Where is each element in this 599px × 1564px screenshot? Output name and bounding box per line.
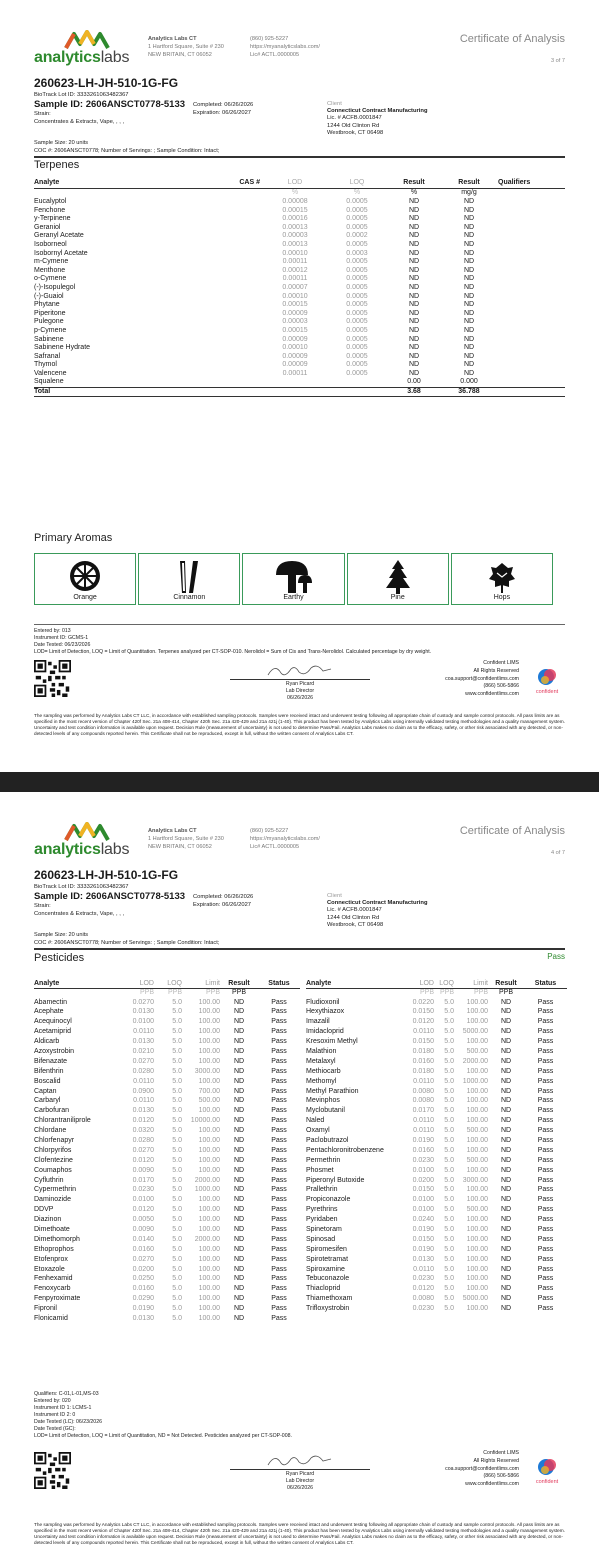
pesticides-status-badge: Pass	[547, 952, 565, 961]
batch-id: 260623-LH-JH-510-1G-FG	[34, 76, 179, 90]
footer-divider	[34, 624, 565, 625]
table-row: Dimethomorph 0.0140 5.0 2000.00 ND Pass	[34, 1235, 287, 1243]
table-row: Fenchone 0.00015 0.0005 ND ND	[34, 206, 475, 214]
table-row: Geranyl Acetate 0.00003 0.0002 ND ND	[34, 232, 475, 240]
table-row: o-Cymene 0.00011 0.0005 ND ND	[34, 275, 475, 283]
table-row: Imazalil 0.0120 5.0 100.00 ND Pass	[306, 1018, 554, 1026]
table-row: Cypermethrin 0.0230 5.0 1000.00 ND Pass	[34, 1186, 287, 1194]
table-row: Prallethrin 0.0150 5.0 100.00 ND Pass	[306, 1186, 554, 1194]
sample-id: Sample ID: 2606ANSCT0778-5133	[34, 99, 186, 110]
logo-mark-icon	[64, 30, 110, 50]
table-row: Tebuconazole 0.0230 5.0 100.00 ND Pass	[306, 1275, 554, 1283]
table-row: Coumaphos 0.0090 5.0 100.00 ND Pass	[34, 1166, 287, 1174]
table-row: Chlorantraniliprole 0.0120 5.0 10000.00 ND Pass	[34, 1117, 287, 1125]
table-row: Cyfluthrin 0.0170 5.0 2000.00 ND Pass	[34, 1176, 287, 1184]
table-row: Chlordane 0.0320 5.0 100.00 ND Pass	[34, 1127, 287, 1135]
confident-logo: confident	[531, 668, 563, 695]
table-row: Acetamiprid 0.0110 5.0 100.00 ND Pass	[34, 1028, 287, 1036]
aromas-title: Primary Aromas	[34, 532, 113, 544]
table-row: Bifenazate 0.0270 5.0 100.00 ND Pass	[34, 1057, 287, 1065]
terpenes-table	[34, 178, 565, 397]
confident-logo: confident	[531, 1458, 563, 1485]
table-row: Carbaryl 0.0110 5.0 500.00 ND Pass	[34, 1097, 287, 1105]
lab-address: Analytics Labs CT 1 Hartford Square, Suite # 230 NEW BRITAIN, CT 06052	[148, 36, 224, 59]
pesticides-footnotes: Qualifiers: C-01,L-01,MS-03 Entered by: 020 Instrument ID 1: LCMS-1 Instrument ID 2: 0 Date Tested (LC): 06/23/2026 Date Tested (GC): LOD= Limit of Detection, LOQ = Limit of Quantitation, ND = Not Detected. Pesticides analyzed per CT-SOP-008.	[34, 1391, 292, 1440]
coa-page-3	[0, 0, 599, 772]
table-row: Permethrin 0.0230 5.0 500.00 ND Pass	[306, 1156, 554, 1164]
dates: Completed: 06/26/2026 Expiration: 06/26/2027	[193, 102, 254, 117]
lab-contact: (860) 925-5227 https://myanalyticslabs.com/ Lic# ACTL.0000005	[250, 828, 320, 851]
table-row: Aldicarb 0.0130 5.0 100.00 ND Pass	[34, 1038, 287, 1046]
table-row: Abamectin 0.0270 5.0 100.00 ND Pass	[34, 998, 287, 1006]
table-row: Methiocarb 0.0180 5.0 100.00 ND Pass	[306, 1067, 554, 1075]
page-header	[34, 820, 565, 860]
aroma-earthy: Earthy	[242, 553, 344, 605]
table-row: Bifenthrin 0.0280 5.0 3000.00 ND Pass	[34, 1067, 287, 1075]
coa-page-4	[0, 792, 599, 1564]
logo-mark-icon	[64, 822, 110, 842]
terpenes-body	[34, 198, 565, 397]
table-row: Acephate 0.0130 5.0 100.00 ND Pass	[34, 1008, 287, 1016]
biotrack-id: BioTrack Lot ID: 3333261063482367	[34, 92, 129, 98]
orange-icon	[68, 559, 102, 593]
aroma-hops: Hops	[451, 553, 553, 605]
table-row: Piperonyl Butoxide 0.0200 5.0 3000.00 ND Pass	[306, 1176, 554, 1184]
page-number: 3 of 7	[551, 58, 565, 64]
table-row: (-)-Guaiol 0.00010 0.0005 ND ND	[34, 292, 475, 300]
table-row: Hexythiazox 0.0150 5.0 100.00 ND Pass	[306, 1008, 554, 1016]
disclaimer: The sampling was performed by Analytics Labs CT LLC, in accordance with established sampling protocols. Samples were received intact and underwent testing following all appropriate chain of custody and sample control protocols. All pass limits are as specified in the most recent version of Chapter 420f Sec. 21a 408-414, Chapter 420h Sec. 21a 420-429 and 21a 421j (1-40). This product has been tested by Analytics Labs using internally validated testing methodologies and a quality management system. Uncertainty and test condition information is available upon request. Decision Rule (measurement of uncertainty) is not used to determine Pass/Fail. Analytics Labs makes no claim as to the efficacy, safety, or other risk associated with any detected, or non-detected levels of any compounds reported herein. This Certificate shall not be reproduced, except in full, without the written consent of Analytics Labs CT.	[34, 1522, 565, 1546]
sample-size: Sample Size: 20 units COC #: 2606ANSCT0778; Number of Servings: ; Sample Condition: Intact;	[34, 932, 220, 946]
table-row: Chlorpyrifos 0.0270 5.0 100.00 ND Pass	[34, 1146, 287, 1154]
table-row: Pyridaben 0.0240 5.0 100.00 ND Pass	[306, 1216, 554, 1224]
table-row: Valencene 0.00011 0.0005 ND ND	[34, 369, 475, 377]
table-row: y-Terpinene 0.00016 0.0005 ND ND	[34, 215, 475, 223]
logo-text-sub: labs	[100, 49, 130, 66]
table-row: Safranal 0.00009 0.0005 ND ND	[34, 352, 475, 360]
pesticides-title: Pesticides	[34, 952, 85, 964]
hops-icon	[487, 559, 517, 595]
table-row: Ethoprophos 0.0160 5.0 100.00 ND Pass	[34, 1245, 287, 1253]
aroma-pine: Pine	[347, 553, 449, 605]
client-info: Client Connecticut Contract Manufacturing Lic. # ACFB.0001847 1244 Old Clinton Rd Westbrook, CT 06498	[327, 893, 428, 928]
table-row: Pentachloronitrobenzene 0.0160 5.0 100.00 ND Pass	[306, 1146, 554, 1154]
table-row: Spiroxamine 0.0110 5.0 100.00 ND Pass	[306, 1265, 554, 1273]
table-row: Fipronil 0.0190 5.0 100.00 ND Pass	[34, 1305, 287, 1313]
logo-text-sub: labs	[100, 841, 130, 858]
table-row: Azoxystrobin 0.0210 5.0 100.00 ND Pass	[34, 1047, 287, 1055]
client-info: Client Connecticut Contract Manufacturing Lic. # ACFB.0001847 1244 Old Clinton Rd Westbrook, CT 06498	[327, 101, 428, 136]
signature-icon	[265, 663, 335, 679]
table-row: m-Cymene 0.00011 0.0005 ND ND	[34, 258, 475, 266]
logo-text: analytics	[34, 49, 101, 66]
lab-contact: (860) 925-5227 https://myanalyticslabs.com/ Lic# ACTL.0000005	[250, 36, 320, 59]
table-row: Malathion 0.0180 5.0 500.00 ND Pass	[306, 1047, 554, 1055]
total-row: Total 3.68 36.788	[34, 387, 565, 396]
qr-code-icon[interactable]	[34, 1452, 71, 1489]
strain-info: Strain: Concentrates & Extracts, Vape, , , ,	[34, 111, 125, 125]
table-row: Trifloxystrobin 0.0230 5.0 100.00 ND Pass	[306, 1305, 554, 1313]
table-row: Fenpyroximate 0.0290 5.0 100.00 ND Pass	[34, 1295, 287, 1303]
table-row: Thiacloprid 0.0120 5.0 100.00 ND Pass	[306, 1285, 554, 1293]
table-row: Propiconazole 0.0100 5.0 100.00 ND Pass	[306, 1196, 554, 1204]
table-row: Carbofuran 0.0130 5.0 100.00 ND Pass	[34, 1107, 287, 1115]
terpenes-title: Terpenes	[34, 159, 80, 171]
table-row: Diazinon 0.0050 5.0 100.00 ND Pass	[34, 1216, 287, 1224]
table-row: Squalene 0.00 0.000	[34, 378, 478, 386]
table-row: Captan 0.0900 5.0 700.00 ND Pass	[34, 1087, 287, 1095]
table-row: Oxamyl 0.0110 5.0 500.00 ND Pass	[306, 1127, 554, 1135]
page-break	[0, 772, 599, 792]
table-row: Boscalid 0.0110 5.0 100.00 ND Pass	[34, 1077, 287, 1085]
sample-id: Sample ID: 2606ANSCT0778-5133	[34, 891, 186, 902]
table-row: Phytane 0.00015 0.0005 ND ND	[34, 301, 475, 309]
table-row: Isoborneol 0.00013 0.0005 ND ND	[34, 241, 475, 249]
table-row: Dimethoate 0.0090 5.0 100.00 ND Pass	[34, 1226, 287, 1234]
terpenes-footnotes: Entered by: 013 Instrument ID: GCMS-1 Date Tested: 06/23/2026 LOD= Limit of Detection, LOQ = Limit of Quantitation. Terpenes analyzed per CT-SOP-010. Nerolidol = Sum of Cis and Trans-Nerolidol. Calculated percentage by dry weight.	[34, 628, 432, 656]
table-row: Flonicamid 0.0130 5.0 100.00 ND Pass	[34, 1315, 287, 1323]
aroma-orange: Orange	[34, 553, 136, 605]
confident-logo-icon	[537, 668, 557, 686]
signature-icon	[265, 1453, 335, 1469]
strain-info: Strain: Concentrates & Extracts, Vape, , , ,	[34, 903, 125, 917]
table-row: Daminozide 0.0100 5.0 100.00 ND Pass	[34, 1196, 287, 1204]
terpenes-header-row: Analyte CAS # LOD LOQ Result Result Qualifiers	[34, 178, 565, 188]
pesticides-table-right: Analyte LOD LOQ Limit Result Status PPB PPB PPB PPB Fludioxonil 0.0220 5.0 100.00 ND Pass Hexythiazox 0.0150 5.0 100.00 ND Pass Imazalil 0.0120 5.0 100.00 ND Pass Imidacloprid 0.0110 5.0 5000.00 ND Pass Kresoxim Methyl 0.0150 5.0 100.00 ND Pass Malathion 0.0180 5.0 500.00 ND Pass Metalaxyl 0.0160 5.0 2000.00 ND Pass Methiocarb 0.0180 5.0 100.00 ND Pass Methomyl 0.0110 5.0 1000.00 ND Pass Methyl Parathion 0.0080 5.0 100.00 ND Pass Mevinphos 0.0080 5.0 100.00 ND Pass Myclobutanil 0.0170 5.0 100.00 ND Pass Naled 0.0110 5.0 100.00 ND Pass Oxamyl 0.0110 5.0 500.00 ND Pass Paclobutrazol 0.0190 5.0 100.00 ND Pass Pentachloronitrobenzene 0.0160 5.0 100.00 ND Pass Permethrin 0.0230 5.0 500.00 ND Pass Phosmet 0.0100 5.0 100.00 ND Pass Piperonyl Butoxide 0.0200 5.0 3000.00 ND Pass Prallethrin 0.0150 5.0 100.00 ND Pass Propiconazole 0.0100 5.0 100.00 ND Pass Pyrethrins 0.0100 5.0 500.00 ND Pass Pyridaben 0.0240 5.0 100.00 ND Pass Spinetoram 0.0190 5.0 100.00 ND Pass Spinosad 0.0150 5.0 100.00 ND Pass Spiromesifen 0.0190 5.0 100.00 ND Pass Spirotetramat 0.0130 5.0 100.00 ND Pass Spiroxamine 0.0110 5.0 100.00 ND Pass Tebuconazole 0.0230 5.0 100.00 ND Pass Thiacloprid 0.0120 5.0 100.00 ND Pass Thiamethoxam 0.0080 5.0 5000.00 ND Pass Trifloxystrobin 0.0230 5.0 100.00 ND Pass	[306, 980, 567, 1314]
table-row: Fenoxycarb 0.0160 5.0 100.00 ND Pass	[34, 1285, 287, 1293]
table-row: Piperitone 0.00009 0.0005 ND ND	[34, 309, 475, 317]
signature-block: Ryan Picard Lab Director 06/26/2026	[230, 1455, 370, 1492]
table-row: Etoxazole 0.0200 5.0 100.00 ND Pass	[34, 1265, 287, 1273]
table-row: Clofentezine 0.0120 5.0 100.00 ND Pass	[34, 1156, 287, 1164]
aroma-cinnamon: Cinnamon	[138, 553, 240, 605]
sample-size: Sample Size: 20 units COC #: 2606ANSCT0778; Number of Servings: ; Sample Condition: Intact;	[34, 140, 220, 154]
table-row: Thymol 0.00009 0.0005 ND ND	[34, 361, 475, 369]
table-row: Metalaxyl 0.0160 5.0 2000.00 ND Pass	[306, 1057, 554, 1065]
table-row: Spinosad 0.0150 5.0 100.00 ND Pass	[306, 1235, 554, 1243]
table-row: Thiamethoxam 0.0080 5.0 5000.00 ND Pass	[306, 1295, 554, 1303]
mushroom-icon	[274, 559, 314, 595]
table-row: Menthone 0.00012 0.0005 ND ND	[34, 266, 475, 274]
table-row: Naled 0.0110 5.0 100.00 ND Pass	[306, 1117, 554, 1125]
confident-lims-info: Confident LIMS All Rights Reserved coa.support@confidentlims.com (866) 506-5866 www.confidentlims.com	[445, 1450, 519, 1488]
table-row: Sabinene Hydrate 0.00010 0.0005 ND ND	[34, 344, 475, 352]
table-row: Geraniol 0.00013 0.0005 ND ND	[34, 223, 475, 231]
analytics-labs-logo	[34, 28, 139, 68]
header-divider	[34, 156, 565, 158]
table-row: Pulegone 0.00003 0.0005 ND ND	[34, 318, 475, 326]
table-row: Fludioxonil 0.0220 5.0 100.00 ND Pass	[306, 998, 554, 1006]
table-row: Imidacloprid 0.0110 5.0 5000.00 ND Pass	[306, 1028, 554, 1036]
header-divider	[34, 948, 565, 950]
table-row: Pyrethrins 0.0100 5.0 500.00 ND Pass	[306, 1206, 554, 1214]
pesticides-table-left: Analyte LOD LOQ Limit Result Status PPB PPB PPB PPB Abamectin 0.0270 5.0 100.00 ND Pass Acephate 0.0130 5.0 100.00 ND Pass Acequinocyl 0.0100 5.0 100.00 ND Pass Acetamiprid 0.0110 5.0 100.00 ND Pass Aldicarb 0.0130 5.0 100.00 ND Pass Azoxystrobin 0.0210 5.0 100.00 ND Pass Bifenazate 0.0270 5.0 100.00 ND Pass Bifenthrin 0.0280 5.0 3000.00 ND Pass Boscalid 0.0110 5.0 100.00 ND Pass Captan 0.0900 5.0 700.00 ND Pass Carbaryl 0.0110 5.0 500.00 ND Pass Carbofuran 0.0130 5.0 100.00 ND Pass Chlorantraniliprole 0.0120 5.0 10000.00 ND Pass Chlordane 0.0320 5.0 100.00 ND Pass Chlorfenapyr 0.0280 5.0 100.00 ND Pass Chlorpyrifos 0.0270 5.0 100.00 ND Pass Clofentezine 0.0120 5.0 100.00 ND Pass Coumaphos 0.0090 5.0 100.00 ND Pass Cyfluthrin 0.0170 5.0 2000.00 ND Pass Cypermethrin 0.0230 5.0 1000.00 ND Pass Daminozide 0.0100 5.0 100.00 ND Pass DDVP 0.0120 5.0 100.00 ND Pass Diazinon 0.0050 5.0 100.00 ND Pass Dimethoate 0.0090 5.0 100.00 ND Pass Dimethomorph 0.0140 5.0 2000.00 ND Pass Ethoprophos 0.0160 5.0 100.00 ND Pass Etofenprox 0.0270 5.0 100.00 ND Pass Etoxazole 0.0200 5.0 100.00 ND Pass Fenhexamid 0.0250 5.0 100.00 ND Pass Fenoxycarb 0.0160 5.0 100.00 ND Pass Fenpyroximate 0.0290 5.0 100.00 ND Pass Fipronil 0.0190 5.0 100.00 ND Pass Flonicamid 0.0130 5.0 100.00 ND Pass	[34, 980, 300, 1324]
pine-tree-icon	[385, 559, 411, 595]
table-row: Phosmet 0.0100 5.0 100.00 ND Pass	[306, 1166, 554, 1174]
table-row: Isobornyl Acetate 0.00010 0.0003 ND ND	[34, 249, 475, 257]
table-row: Sabinene 0.00009 0.0005 ND ND	[34, 335, 475, 343]
terpenes-units-row: % % % mg/g	[291, 189, 477, 197]
batch-id: 260623-LH-JH-510-1G-FG	[34, 868, 179, 882]
table-row: Myclobutanil 0.0170 5.0 100.00 ND Pass	[306, 1107, 554, 1115]
page-header	[34, 28, 565, 68]
table-row: Paclobutrazol 0.0190 5.0 100.00 ND Pass	[306, 1137, 554, 1144]
table-row: Methomyl 0.0110 5.0 1000.00 ND Pass	[306, 1077, 554, 1085]
confident-logo-icon	[537, 1458, 557, 1476]
table-row: Methyl Parathion 0.0080 5.0 100.00 ND Pass	[306, 1087, 554, 1095]
coa-title: Certificate of Analysis	[459, 825, 565, 837]
analytics-labs-logo	[34, 820, 139, 860]
table-row: Spirotetramat 0.0130 5.0 100.00 ND Pass	[306, 1255, 554, 1263]
table-row: Kresoxim Methyl 0.0150 5.0 100.00 ND Pass	[306, 1038, 554, 1046]
coa-title: Certificate of Analysis	[459, 33, 565, 45]
logo-text: analytics	[34, 841, 101, 858]
dates: Completed: 06/26/2026 Expiration: 06/26/2027	[193, 894, 254, 909]
confident-lims-info: Confident LIMS All Rights Reserved coa.support@confidentlims.com (866) 506-5866 www.confidentlims.com	[445, 660, 519, 698]
signature-block: Ryan Picard Lab Director 06/26/2026	[230, 665, 370, 702]
disclaimer: The sampling was performed by Analytics Labs CT LLC, in accordance with established sampling protocols. Samples were received intact and underwent testing following all appropriate chain of custody and sample control protocols. All pass limits are as specified in the most recent version of Chapter 420f Sec. 21a 408-414, Chapter 420h Sec. 21a 420-429 and 21a 421j (1-40). This product has been tested by Analytics Labs using internally validated testing methodologies and a quality management system. Uncertainty and test condition information is available upon request. Decision Rule (measurement of uncertainty) is not used to determine Pass/Fail. Analytics Labs makes no claim as to the efficacy, safety, or other risk associated with any detected, or non-detected levels of any compounds reported herein. This Certificate shall not be reproduced, except in full, without the written consent of Analytics Labs CT.	[34, 713, 565, 737]
lab-address: Analytics Labs CT 1 Hartford Square, Suite # 230 NEW BRITAIN, CT 06052	[148, 828, 224, 851]
table-row: Eucalyptol 0.00008 0.0005 ND ND	[34, 198, 475, 206]
qr-code-icon[interactable]	[34, 660, 71, 697]
page-number: 4 of 7	[551, 850, 565, 856]
table-row: Chlorfenapyr 0.0280 5.0 100.00 ND Pass	[34, 1137, 287, 1144]
table-row: Fenhexamid 0.0250 5.0 100.00 ND Pass	[34, 1275, 287, 1283]
table-row: DDVP 0.0120 5.0 100.00 ND Pass	[34, 1206, 287, 1214]
cinnamon-icon	[174, 559, 204, 595]
biotrack-id: BioTrack Lot ID: 3333261063482367	[34, 884, 129, 890]
table-row: (-)-Isopulegol 0.00007 0.0005 ND ND	[34, 284, 475, 292]
table-row: Mevinphos 0.0080 5.0 100.00 ND Pass	[306, 1097, 554, 1105]
table-row: Spiromesifen 0.0190 5.0 100.00 ND Pass	[306, 1245, 554, 1253]
aromas-row	[34, 553, 553, 605]
table-row: p-Cymene 0.00015 0.0005 ND ND	[34, 327, 475, 334]
table-row: Acequinocyl 0.0100 5.0 100.00 ND Pass	[34, 1018, 287, 1026]
table-row: Etofenprox 0.0270 5.0 100.00 ND Pass	[34, 1255, 287, 1263]
table-row: Spinetoram 0.0190 5.0 100.00 ND Pass	[306, 1226, 554, 1234]
